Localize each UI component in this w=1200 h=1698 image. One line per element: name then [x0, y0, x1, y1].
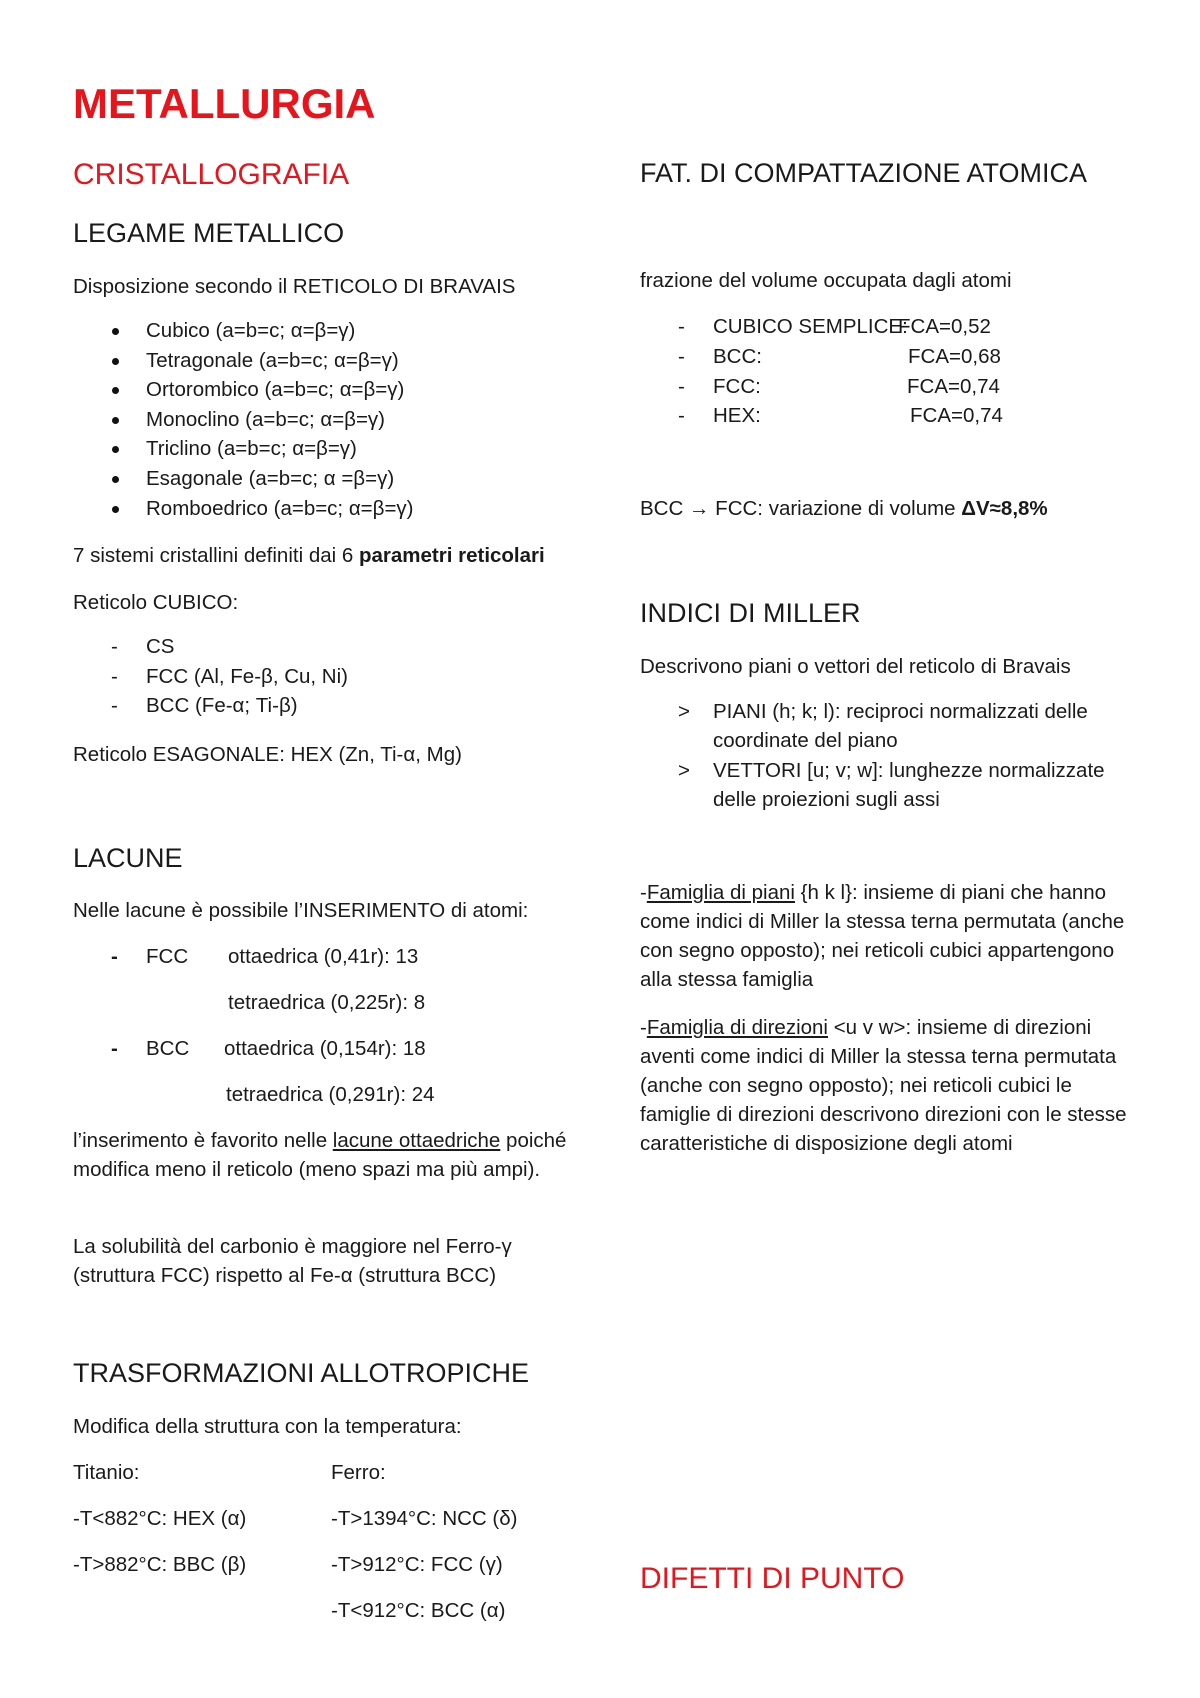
fca-value: FCA=0,74	[907, 375, 1000, 398]
lacune-fcc-ottaedrica: ottaedrica (0,41r): 13	[228, 945, 419, 968]
lacune-intro: Nelle lacune è possibile l’INSERIMENTO di atomi:	[73, 899, 529, 922]
bravais-item: Ortorombico (a=b=c; α=β=γ)	[146, 375, 404, 404]
reticolo-esagonale: Reticolo ESAGONALE: HEX (Zn, Ti-α, Mg)	[73, 743, 462, 766]
bravais-item: Romboedrico (a=b=c; α=β=γ)	[146, 494, 414, 523]
miller-item-vettori: > VETTORI [u; v; w]: lunghezze normalizzate delle proiezioni sugli assi	[713, 756, 1133, 814]
fca-name: - BCC:	[713, 342, 762, 371]
lacune-bcc-tetraedrica: tetraedrica (0,291r): 24	[226, 1083, 435, 1106]
lacune-fcc-label: - FCC	[146, 942, 188, 971]
bravais-item: Monoclino (a=b=c; α=β=γ)	[146, 405, 385, 434]
titanio-row: -T>882°C: BBC (β)	[73, 1553, 247, 1576]
ferro-row: -T<912°C: BCC (α)	[331, 1599, 506, 1622]
heading-cristallografia: CRISTALLOGRAFIA	[73, 158, 350, 191]
bravais-item: Triclino (a=b=c; α=β=γ)	[146, 434, 357, 463]
cubico-item: - CS	[146, 632, 174, 661]
ferro-row: -T>1394°C: NCC (δ)	[331, 1507, 518, 1530]
cubico-item: - FCC (Al, Fe-β, Cu, Ni)	[146, 662, 348, 691]
titanio-label: Titanio:	[73, 1461, 140, 1484]
titanio-row: -T<882°C: HEX (α)	[73, 1507, 247, 1530]
fca-intro: frazione del volume occupata dagli atomi	[640, 269, 1012, 292]
lacune-bcc-label: - BCC	[146, 1034, 189, 1063]
heading-legame-metallico: LEGAME METALLICO	[73, 218, 345, 248]
fca-value: FCA=0,52	[898, 315, 991, 338]
bravais-intro: Disposizione secondo il RETICOLO DI BRAVAIS	[73, 275, 516, 298]
solubilita-text: La solubilità del carbonio è maggiore nel Ferro-γ (struttura FCC) rispetto al Fe-α (struttura BCC)	[73, 1235, 512, 1287]
ferro-row: -T>912°C: FCC (γ)	[331, 1553, 503, 1576]
inserimento-text: l’inserimento è favorito nelle lacune ottaedriche poiché modifica meno il reticolo (meno spazi ma più ampi).	[73, 1129, 567, 1181]
heading-miller: INDICI DI MILLER	[640, 598, 861, 628]
fca-name: - HEX:	[713, 401, 761, 430]
miller-intro: Descrivono piani o vettori del reticolo di Bravais	[640, 655, 1071, 678]
bravais-item: Tetragonale (a=b=c; α=β=γ)	[146, 346, 399, 375]
sistemi-cristallini: 7 sistemi cristallini definiti dai 6 parametri reticolari	[73, 544, 545, 567]
bcc-fcc-volume: BCC → FCC: variazione di volume ΔV≈8,8%	[640, 497, 1048, 520]
reticolo-cubico-title: Reticolo CUBICO:	[73, 591, 239, 614]
bravais-item: Esagonale (a=b=c; α =β=γ)	[146, 464, 394, 493]
fca-value: FCA=0,68	[908, 345, 1001, 368]
heading-difetti-di-punto: DIFETTI DI PUNTO	[640, 1562, 905, 1595]
bravais-item: Cubico (a=b=c; α=β=γ)	[146, 316, 355, 345]
fca-name: - FCC:	[713, 372, 761, 401]
fca-value: FCA=0,74	[910, 404, 1003, 427]
page-title: METALLURGIA	[73, 80, 376, 127]
heading-lacune: LACUNE	[73, 843, 183, 873]
ferro-label: Ferro:	[331, 1461, 386, 1484]
famiglia-direzioni: -Famiglia di direzioni <u v w>: insieme di direzioni aventi come indici di Miller la stessa terna permutata (anche con segno opposto); nei reticoli cubici le famiglie di direzioni descrivono direzioni con le stesse caratteristiche di disposizione degli atomi	[640, 1016, 1127, 1155]
famiglia-piani: -Famiglia di piani {h k l}: insieme di piani che hanno come indici di Miller la stessa terna permutata (anche con segno opposto); nei reticoli cubici appartengono alla stessa famiglia	[640, 881, 1125, 991]
cubico-item: - BCC (Fe-α; Ti-β)	[146, 691, 298, 720]
trasformazioni-intro: Modifica della struttura con la temperatura:	[73, 1415, 462, 1438]
fca-name: - CUBICO SEMPLICE:	[713, 312, 908, 341]
lacune-bcc-ottaedrica: ottaedrica (0,154r): 18	[224, 1037, 426, 1060]
heading-trasformazioni: TRASFORMAZIONI ALLOTROPICHE	[73, 1358, 530, 1388]
lacune-fcc-tetraedrica: tetraedrica (0,225r): 8	[228, 991, 426, 1014]
miller-item-piani: > PIANI (h; k; l): reciproci normalizzati delle coordinate del piano	[713, 697, 1133, 755]
heading-fca: FAT. DI COMPATTAZIONE ATOMICA	[640, 158, 1088, 188]
